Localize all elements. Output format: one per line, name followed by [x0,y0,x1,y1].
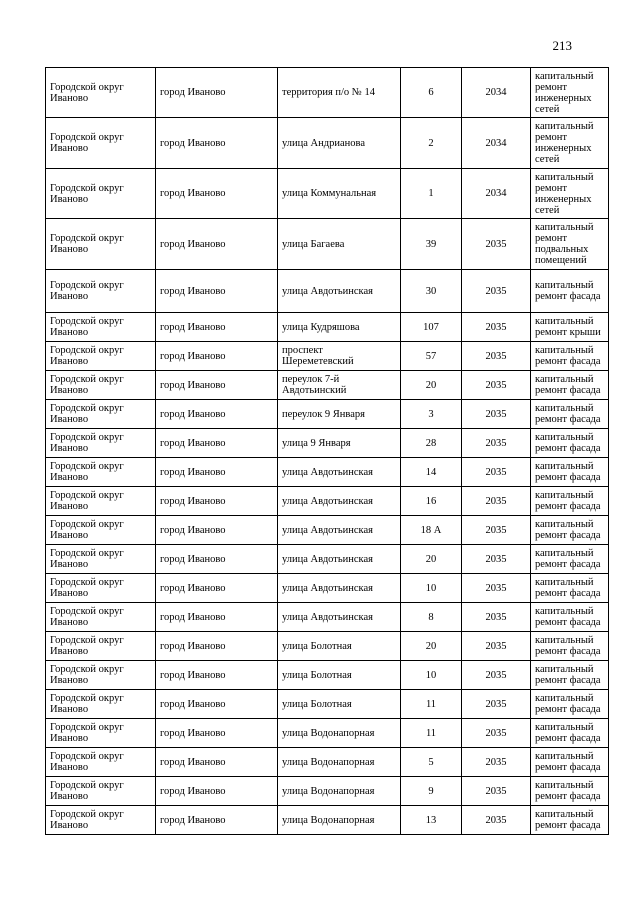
cell-work-type: капитальный ремонт фасада [531,603,609,632]
cell-house-number: 39 [401,219,462,270]
cell-year: 2035 [462,458,531,487]
table-row [46,429,609,458]
cell-street: улица Авдотьинская [278,545,401,574]
cell-okrug: Городской округ Иваново [46,748,156,777]
table-row [46,748,609,777]
cell-house-number: 1 [401,169,462,219]
cell-work-type: капитальный ремонт инженерных сетей [531,169,609,219]
cell-street: проспект Шереметевский [278,342,401,371]
cell-street: улица Кудряшова [278,313,401,342]
cell-city: город Иваново [156,270,278,313]
cell-house-number: 20 [401,632,462,661]
cell-okrug: Городской округ Иваново [46,806,156,835]
cell-street: улица Авдотьинская [278,458,401,487]
cell-year: 2035 [462,719,531,748]
table-row [46,719,609,748]
table-row [46,313,609,342]
cell-year: 2035 [462,574,531,603]
cell-okrug: Городской округ Иваново [46,545,156,574]
cell-street: улица Болотная [278,690,401,719]
table-row [46,806,609,835]
cell-city: город Иваново [156,458,278,487]
table-row [46,777,609,806]
cell-house-number: 107 [401,313,462,342]
cell-house-number: 5 [401,748,462,777]
cell-street: территория п/о № 14 [278,68,401,118]
cell-year: 2035 [462,806,531,835]
cell-street: улица Авдотьинская [278,574,401,603]
page-number: 213 [552,38,572,53]
cell-year: 2035 [462,777,531,806]
cell-city: город Иваново [156,574,278,603]
cell-okrug: Городской округ Иваново [46,690,156,719]
cell-street: переулок 9 Января [278,400,401,429]
cell-work-type: капитальный ремонт фасада [531,748,609,777]
cell-street: улица Андрианова [278,118,401,169]
cell-work-type: капитальный ремонт подвальных помещений [531,219,609,270]
table-row [46,545,609,574]
cell-okrug: Городской округ Иваново [46,371,156,400]
cell-okrug: Городской округ Иваново [46,603,156,632]
cell-okrug: Городской округ Иваново [46,487,156,516]
cell-year: 2035 [462,371,531,400]
cell-year: 2035 [462,487,531,516]
cell-street: улица Водонапорная [278,777,401,806]
cell-work-type: капитальный ремонт фасада [531,806,609,835]
cell-okrug: Городской округ Иваново [46,429,156,458]
cell-work-type: капитальный ремонт фасада [531,516,609,545]
cell-okrug: Городской округ Иваново [46,342,156,371]
cell-year: 2035 [462,603,531,632]
cell-year: 2034 [462,169,531,219]
cell-year: 2035 [462,429,531,458]
cell-okrug: Городской округ Иваново [46,68,156,118]
cell-city: город Иваново [156,806,278,835]
table-row [46,118,609,169]
cell-work-type: капитальный ремонт инженерных сетей [531,68,609,118]
cell-city: город Иваново [156,777,278,806]
cell-house-number: 10 [401,574,462,603]
cell-work-type: капитальный ремонт инженерных сетей [531,118,609,169]
cell-okrug: Городской округ Иваново [46,777,156,806]
cell-house-number: 13 [401,806,462,835]
cell-work-type: капитальный ремонт фасада [531,400,609,429]
cell-house-number: 18 А [401,516,462,545]
cell-okrug: Городской округ Иваново [46,516,156,545]
cell-house-number: 9 [401,777,462,806]
cell-house-number: 30 [401,270,462,313]
cell-house-number: 2 [401,118,462,169]
cell-year: 2034 [462,118,531,169]
table-row [46,632,609,661]
cell-year: 2035 [462,545,531,574]
cell-work-type: капитальный ремонт фасада [531,429,609,458]
table-row [46,690,609,719]
cell-house-number: 14 [401,458,462,487]
cell-house-number: 11 [401,690,462,719]
cell-okrug: Городской округ Иваново [46,632,156,661]
cell-street: улица Водонапорная [278,806,401,835]
table-row [46,219,609,270]
cell-work-type: капитальный ремонт фасада [531,371,609,400]
cell-house-number: 20 [401,545,462,574]
cell-year: 2034 [462,68,531,118]
cell-year: 2035 [462,690,531,719]
cell-city: город Иваново [156,545,278,574]
cell-city: город Иваново [156,719,278,748]
cell-city: город Иваново [156,690,278,719]
table-row [46,574,609,603]
cell-work-type: капитальный ремонт фасада [531,487,609,516]
table-row [46,487,609,516]
cell-city: город Иваново [156,632,278,661]
cell-work-type: капитальный ремонт фасада [531,574,609,603]
cell-work-type: капитальный ремонт фасада [531,270,609,313]
cell-city: город Иваново [156,429,278,458]
cell-okrug: Городской округ Иваново [46,118,156,169]
cell-house-number: 20 [401,371,462,400]
table-row [46,371,609,400]
cell-house-number: 3 [401,400,462,429]
cell-okrug: Городской округ Иваново [46,400,156,429]
cell-house-number: 57 [401,342,462,371]
table-row [46,169,609,219]
cell-house-number: 8 [401,603,462,632]
cell-city: город Иваново [156,516,278,545]
table-row [46,661,609,690]
cell-street: улица Болотная [278,632,401,661]
cell-street: улица Коммунальная [278,169,401,219]
cell-okrug: Городской округ Иваново [46,661,156,690]
records-table-body [46,68,609,835]
cell-house-number: 11 [401,719,462,748]
cell-city: город Иваново [156,342,278,371]
cell-street: улица Водонапорная [278,748,401,777]
cell-house-number: 16 [401,487,462,516]
cell-street: улица Авдотьинская [278,516,401,545]
cell-year: 2035 [462,516,531,545]
cell-city: город Иваново [156,169,278,219]
cell-street: переулок 7-й Авдотьинский [278,371,401,400]
table-row [46,400,609,429]
table-row [46,342,609,371]
cell-street: улица Болотная [278,661,401,690]
table-row [46,516,609,545]
cell-year: 2035 [462,313,531,342]
cell-city: город Иваново [156,661,278,690]
cell-work-type: капитальный ремонт фасада [531,661,609,690]
cell-street: улица 9 Января [278,429,401,458]
cell-city: город Иваново [156,603,278,632]
cell-year: 2035 [462,270,531,313]
cell-okrug: Городской округ Иваново [46,458,156,487]
table-row [46,270,609,313]
cell-work-type: капитальный ремонт фасада [531,777,609,806]
cell-city: город Иваново [156,219,278,270]
cell-street: улица Водонапорная [278,719,401,748]
cell-street: улица Багаева [278,219,401,270]
cell-work-type: капитальный ремонт фасада [531,632,609,661]
cell-house-number: 28 [401,429,462,458]
table-row [46,458,609,487]
cell-city: город Иваново [156,748,278,777]
cell-okrug: Городской округ Иваново [46,169,156,219]
cell-street: улица Авдотьинская [278,270,401,313]
cell-work-type: капитальный ремонт фасада [531,342,609,371]
cell-work-type: капитальный ремонт фасада [531,719,609,748]
cell-city: город Иваново [156,313,278,342]
table-row [46,68,609,118]
cell-year: 2035 [462,219,531,270]
cell-city: город Иваново [156,400,278,429]
cell-year: 2035 [462,342,531,371]
cell-okrug: Городской округ Иваново [46,574,156,603]
table-row [46,603,609,632]
cell-year: 2035 [462,632,531,661]
cell-street: улица Авдотьинская [278,487,401,516]
cell-street: улица Авдотьинская [278,603,401,632]
records-table [45,67,609,835]
cell-work-type: капитальный ремонт фасада [531,458,609,487]
cell-house-number: 10 [401,661,462,690]
cell-year: 2035 [462,400,531,429]
cell-work-type: капитальный ремонт крыши [531,313,609,342]
cell-city: город Иваново [156,68,278,118]
cell-city: город Иваново [156,118,278,169]
cell-work-type: капитальный ремонт фасада [531,545,609,574]
cell-okrug: Городской округ Иваново [46,219,156,270]
cell-okrug: Городской округ Иваново [46,313,156,342]
cell-work-type: капитальный ремонт фасада [531,690,609,719]
cell-year: 2035 [462,661,531,690]
cell-house-number: 6 [401,68,462,118]
cell-okrug: Городской округ Иваново [46,719,156,748]
cell-city: город Иваново [156,487,278,516]
cell-okrug: Городской округ Иваново [46,270,156,313]
cell-city: город Иваново [156,371,278,400]
cell-year: 2035 [462,748,531,777]
